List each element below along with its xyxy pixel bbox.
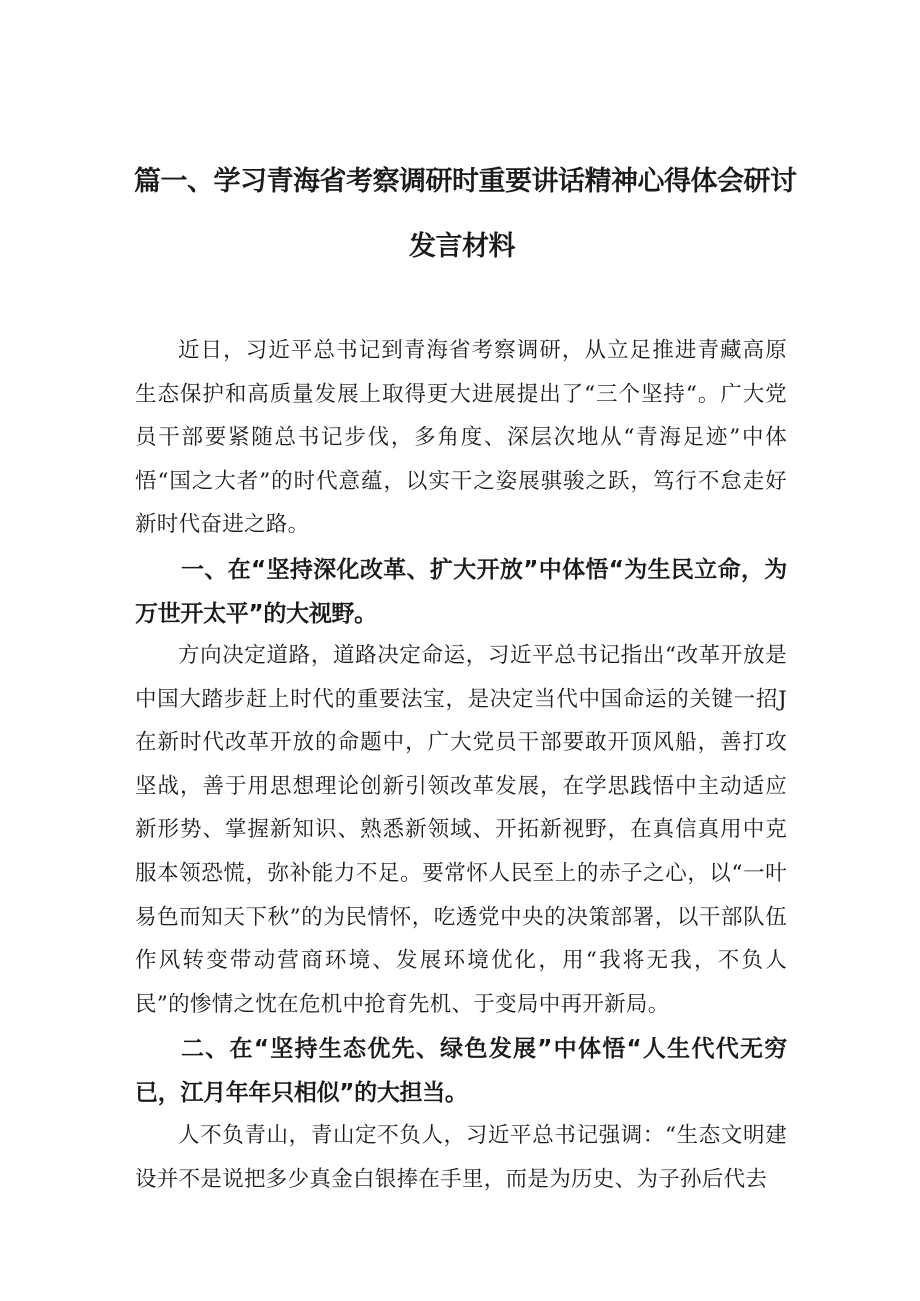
document-title-line-2: 发言材料: [409, 231, 515, 262]
section-2-heading: 二、在“坚持生态优先、绿色发展”中体悟“人生代代无穷已，江月年年只相似”的大担当。: [135, 1036, 787, 1106]
intro-paragraph: 近日，习近平总书记到青海省考察调研，从立足推进青藏高原生态保护和高质量发展上取得更大进展提出了“三个坚持“。广大党员干部要紧随总书记步伐，多角度、深层次地从“青海足迹”中体悟“国之大者”的时代意蕴，以实干之姿展骐骏之跃，笃行不怠走好新时代奋进之路。: [135, 338, 787, 538]
document-title-line-1: 篇一、学习青海省考察调研时重要讲话精神心得体会研讨: [134, 166, 797, 197]
section-2-paragraph: 人不负青山，青山定不负人，习近平总书记强调：“生态文明建设并不是说把多少真金白银捧在手里，而是为历史、为子孙后代去: [135, 1123, 787, 1192]
section-1-paragraph: 方向决定道路，道路决定命运，习近平总书记指出“改革开放是中国大踏步赶上时代的重要法宝，是决定当代中国命运的关键一招J在新时代改革开放的命题中，广大党员干部要敢开顶风船，善打攻坚战，善于用思想理论创新引领改革发展，在学思践悟中主动适应新形势、掌握新知识、熟悉新领域、开拓新视野，在真信真用中克服本领恐慌，弥补能力不足。要常怀人民至上的赤子之心，以“一叶易色而知天下秋”的为民情怀，吃透党中央的决策部署，以干部队伍作风转变带动营商环境、发展环境优化，用“我将无我，不负人民”的惨情之忱在危机中抢育先机、于变局中再开新局。: [135, 643, 787, 1017]
section-1-heading: 一、在“坚持深化改革、扩大开放”中体悟“为生民立命，为万世开太平”的大视野。: [135, 557, 787, 627]
